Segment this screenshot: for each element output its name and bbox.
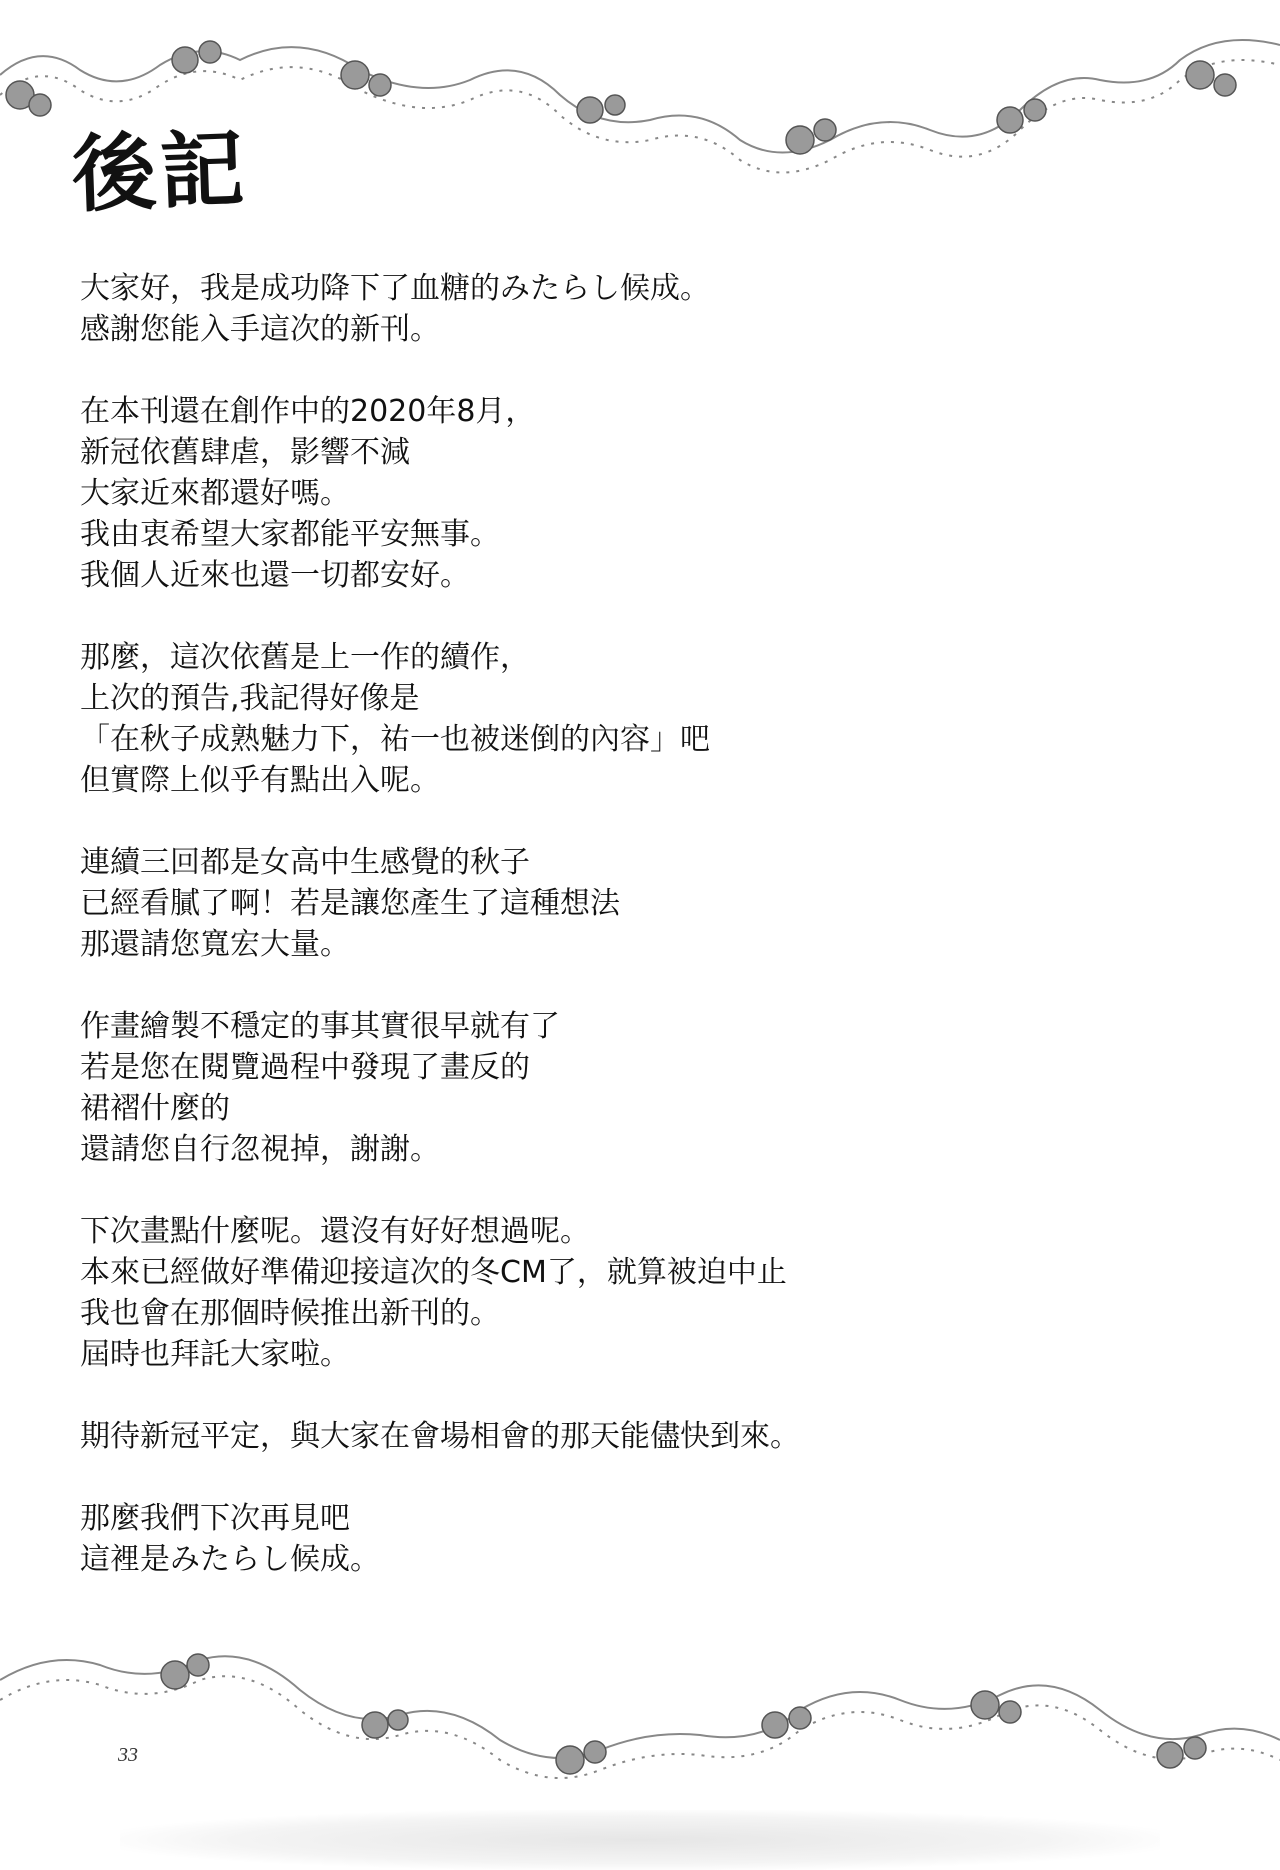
text-line: 若是您在閱覽過程中發現了畫反的 [80,1050,530,1085]
text-line: 「在秋子成熟魅力下，祐一也被迷倒的內容」吧 [80,722,710,757]
text-line: 大家好，我是成功降下了血糖的みたらし候成。 [80,271,710,306]
paragraph-hope [80,1416,1190,1457]
scan-shadow [120,1810,1160,1870]
text-line: 但實際上似乎有點出入呢。 [80,763,440,798]
paragraph-akiko [80,842,1190,965]
text-line: 大家近來都還好嗎。 [80,476,350,511]
paragraph-next [80,1211,1190,1375]
paragraph-covid [80,391,1190,596]
text-line: 裙褶什麼的 [80,1091,230,1126]
text-line: 那麼，這次依舊是上一作的續作， [80,640,530,675]
text-line: 那麼我們下次再見吧 [80,1501,350,1536]
text-line: 下次畫點什麼呢。還沒有好好想過呢。 [80,1214,590,1249]
text-line: 作畫繪製不穩定的事其實很早就有了 [80,1009,560,1044]
text-line: 上次的預告,我記得好像是 [80,681,420,716]
text-line: 新冠依舊肆虐，影響不減 [80,435,410,470]
text-line: 已經看膩了啊！若是讓您產生了這種想法 [80,886,620,921]
afterword-body [80,268,1190,1621]
text-line: 我由衷希望大家都能平安無事。 [80,517,500,552]
text-line: 本來已經做好準備迎接這次的冬CM了，就算被迫中止 [80,1255,787,1290]
text-line: 還請您自行忽視掉，謝謝。 [80,1132,440,1167]
page-title: 後記 [70,119,250,225]
page-number: 33 [118,1744,138,1766]
paragraph-greeting [80,268,1190,350]
paragraph-closing [80,1498,1190,1580]
text-line: 連續三回都是女高中生感覺的秋子 [80,845,530,880]
paragraph-sequel [80,637,1190,801]
text-line: 那還請您寬宏大量。 [80,927,350,962]
text-line: 期待新冠平定，與大家在會場相會的那天能儘快到來。 [80,1419,800,1454]
paragraph-drawing [80,1006,1190,1170]
text-line: 我個人近來也還一切都安好。 [80,558,470,593]
text-line: 屆時也拜託大家啦。 [80,1337,350,1372]
text-line: 這裡是みたらし候成。 [80,1542,380,1577]
text-line: 我也會在那個時候推出新刊的。 [80,1296,500,1331]
text-line: 感謝您能入手這次的新刊。 [80,312,440,347]
text-line: 在本刊還在創作中的2020年8月， [80,394,536,429]
